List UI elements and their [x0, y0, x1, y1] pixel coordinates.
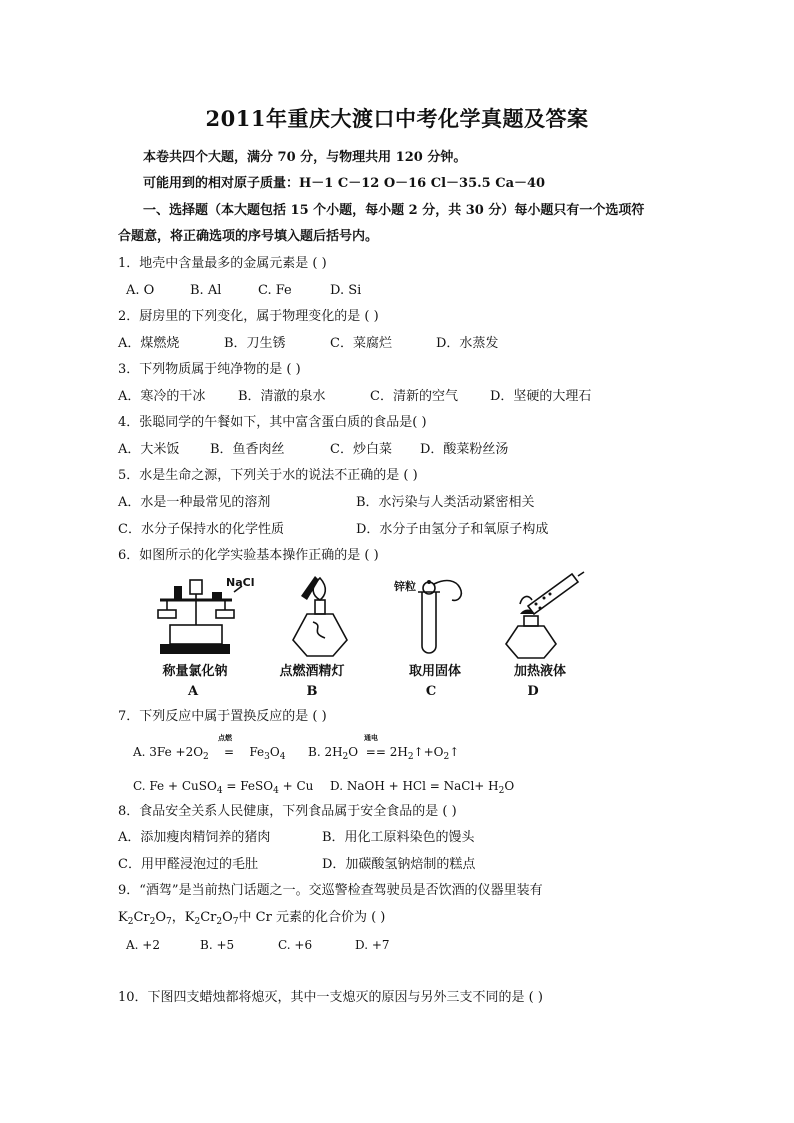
q2-option-b: B．刀生锈 — [224, 336, 286, 351]
fig-letter-d: D — [527, 684, 539, 699]
question-7-stem: 7．下列反应中属于置换反应的是 ( ) — [118, 709, 327, 724]
fig-caption-d: 加热液体 — [513, 664, 566, 679]
q5-option-b: B．水污染与人类活动紧密相关 — [356, 495, 535, 510]
q8-option-d: D．加碳酸氢钠焙制的糕点 — [322, 857, 476, 872]
q8-option-c: C．用甲醛浸泡过的毛肚 — [118, 857, 258, 872]
q3-option-a: A．寒冷的干冰 — [118, 389, 206, 404]
q3-option-d: D．坚硬的大理石 — [490, 389, 592, 404]
intro-line-2: 可能用到的相对原子质量：H－1 C－12 O－16 Cl－35.5 Ca－40 — [143, 176, 546, 191]
q2-option-c: C．菜腐烂 — [330, 336, 392, 351]
fig-letter-b: B — [306, 684, 318, 699]
question-10-stem: 10．下图四支蜡烛都将熄灭，其中一支熄灭的原因与另外三支不同的是 ( ) — [118, 990, 543, 1005]
q7-option-a: A. $3Fe +2O_2$ = $Fe_3O_4$ — [133, 745, 286, 762]
q1-option-c: C. Fe — [258, 283, 292, 298]
q4-option-b: B．鱼香肉丝 — [210, 442, 285, 457]
q7-option-c: C. Fe + CuSO$_4$ = FeSO$_4$ + Cu — [133, 779, 314, 796]
q4-option-a: A．大米饭 — [118, 442, 180, 457]
q1-option-a: A. O — [126, 283, 155, 298]
fig-letter-c: C — [425, 684, 437, 699]
question-4-stem: 4．张聪同学的午餐如下，其中富含蛋白质的食品是( ) — [118, 415, 427, 430]
q3-option-c: C．清新的空气 — [370, 389, 458, 404]
heating-liquid-figure — [498, 566, 588, 662]
q8-option-b: B．用化工原料染色的馒头 — [322, 830, 475, 845]
q9-formula-line: $K_2Cr_2O_7$，$K_2Cr_2O_7$中 Cr 元素的化合价为 ( ) — [118, 910, 386, 927]
page-title: 2011年重庆大渡口中考化学真题及答案 — [205, 106, 589, 131]
q5-option-c: C．水分子保持水的化学性质 — [118, 522, 284, 537]
question-8-stem: 8．食品安全关系人民健康，下列食品属于安全食品的是 ( ) — [118, 804, 457, 819]
q5-option-d: D．水分子由氢分子和氧原子构成 — [356, 522, 549, 537]
question-6-stem: 6．如图所示的化学实验基本操作正确的是 ( ) — [118, 548, 379, 563]
fig-caption-a: 称量氯化钠 — [162, 664, 228, 679]
question-5-stem: 5．水是生命之源，下列关于水的说法不正确的是 ( ) — [118, 468, 418, 483]
question-1-stem: 1．地壳中含量最多的金属元素是 ( ) — [118, 256, 327, 271]
zinc-label: 锌粒 — [394, 580, 416, 593]
q1-option-d: D. Si — [330, 283, 362, 298]
q9-option-b: B. +5 — [200, 938, 235, 952]
q7-option-b: B. $2H_2O$ == $2H_2↑+O_2↑$ — [308, 745, 460, 762]
q4-option-c: C．炒白菜 — [330, 442, 392, 457]
alcohol-lamp-figure — [285, 570, 355, 660]
q3-option-b: B．清澈的泉水 — [238, 389, 326, 404]
intro-line-1: 本卷共四个大题，满分 70 分，与物理共用 120 分钟。 — [143, 150, 467, 165]
q2-option-d: D．水蒸发 — [436, 336, 499, 351]
q5-option-a: A．水是一种最常见的溶剂 — [118, 495, 271, 510]
q2-option-a: A．煤燃烧 — [118, 336, 180, 351]
section-1-heading-cont: 合题意，将正确选项的序号填入题后括号内。 — [118, 229, 379, 244]
q9-option-d: D. +7 — [355, 938, 390, 952]
q9-option-a: A. +2 — [126, 938, 160, 952]
nacl-label: NaCl — [226, 576, 255, 589]
question-9-stem: 9．“酒驾”是当前热门话题之一。交巡警检查驾驶员是否饮酒的仪器里装有 — [118, 883, 543, 898]
q7-condition-ignite: 点燃 — [218, 733, 232, 742]
fig-letter-a: A — [187, 684, 199, 699]
fig-caption-b: 点燃酒精灯 — [279, 664, 345, 679]
q8-option-a: A．添加瘦肉精饲养的猪肉 — [118, 830, 271, 845]
question-3-stem: 3．下列物质属于纯净物的是 ( ) — [118, 362, 301, 377]
q9-option-c: C. +6 — [278, 938, 313, 952]
section-1-heading: 一、选择题（本大题包括 15 个小题，每小题 2 分，共 30 分）每小题只有一个选项符 — [143, 203, 645, 218]
question-2-stem: 2．厨房里的下列变化，属于物理变化的是 ( ) — [118, 309, 379, 324]
fig-caption-c: 取用固体 — [408, 664, 461, 679]
q1-option-b: B. Al — [190, 283, 222, 298]
q7-condition-electrolysis: 通电 — [364, 733, 378, 742]
q4-option-d: D．酸菜粉丝汤 — [420, 442, 509, 457]
q7-option-d: D. NaOH + HCl = NaCl+ $H_2O$ — [330, 779, 515, 796]
